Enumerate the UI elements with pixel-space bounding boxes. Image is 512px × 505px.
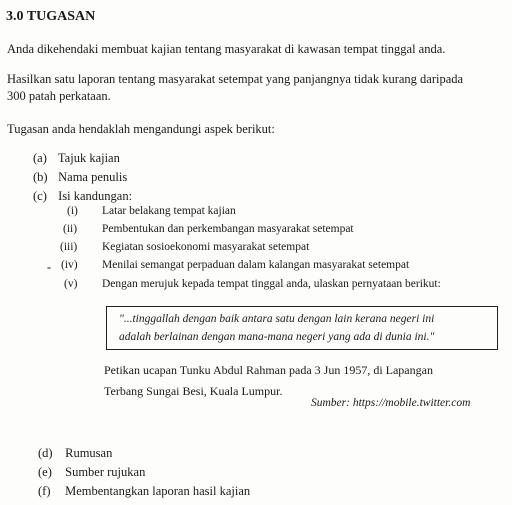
aspect-marker: (a) [33, 151, 47, 165]
aspect-marker: (c) [33, 189, 47, 203]
section-heading: 3.0 TUGASAN [6, 9, 96, 24]
aspect-item-e [38, 464, 145, 480]
quote-box [106, 306, 498, 350]
aspect-text: Tajuk kajian [57, 151, 120, 165]
subitem-marker: (iii) [60, 241, 78, 253]
excerpt-line-2: Terbang Sungai Besi, Kuala Lumpur. [104, 384, 283, 398]
aspect-marker: (d) [38, 446, 53, 460]
aspect-text: Isi kandungan: [58, 189, 133, 203]
aspect-marker: (e) [38, 465, 52, 479]
aspect-text: Sumber rujukan [65, 465, 146, 479]
instruction-paragraph-3: Tugasan anda hendaklah mengandungi aspek berikut: [7, 122, 275, 136]
aspect-item-a [33, 150, 120, 166]
aspect-text: Membentangkan laporan hasil kajian [65, 484, 251, 498]
source-citation: Sumber: https://mobile.twitter.com [311, 397, 471, 409]
aspect-item-c [33, 188, 132, 204]
aspect-item-f [38, 483, 250, 499]
aspect-item-d [38, 445, 112, 461]
subitem-marker: (ii) [63, 223, 78, 235]
subitem-marker: (v) [64, 278, 78, 290]
aspect-text: Rumusan [65, 446, 113, 460]
subitem-text: Kegiatan sosioekonomi masyarakat setempat [102, 241, 310, 253]
subitem-text: Dengan merujuk kepada tempat tinggal anda, ulaskan pernyataan berikut: [102, 278, 441, 290]
excerpt-line-1: Petikan ucapan Tunku Abdul Rahman pada 3 Jun 1957, di Lapangan [104, 363, 433, 377]
subitem-marker: (iv) [61, 259, 78, 271]
subitem-marker: (i) [67, 205, 78, 217]
instruction-paragraph-2-line-2: 300 patah perkataan. [7, 89, 111, 103]
subitem-text: Latar belakang tempat kajian [102, 205, 236, 217]
subitem-text: Pembentukan dan perkembangan masyarakat setempat [102, 223, 354, 235]
subitem-text: Menilai semangat perpaduan dalam kalangan masyarakat setempat [102, 259, 410, 271]
dash-mark: - [47, 260, 51, 274]
aspect-item-b [33, 169, 127, 185]
instruction-paragraph-1: Anda dikehendaki membuat kajian tentang masyarakat di kawasan tempat tinggal anda. [7, 42, 446, 56]
instruction-paragraph-2-line-1: Hasilkan satu laporan tentang masyarakat setempat yang panjangnya tidak kurang daripada [7, 72, 464, 86]
aspect-text: Nama penulis [58, 170, 128, 184]
quote-line-1: "...tinggallah dengan baik antara satu dengan lain kerana negeri ini [119, 313, 435, 325]
quote-line-2: adalah berlainan dengan mana-mana negeri yang ada di dunia ini." [119, 331, 435, 343]
aspect-marker: (f) [38, 484, 51, 498]
aspect-marker: (b) [33, 170, 48, 184]
